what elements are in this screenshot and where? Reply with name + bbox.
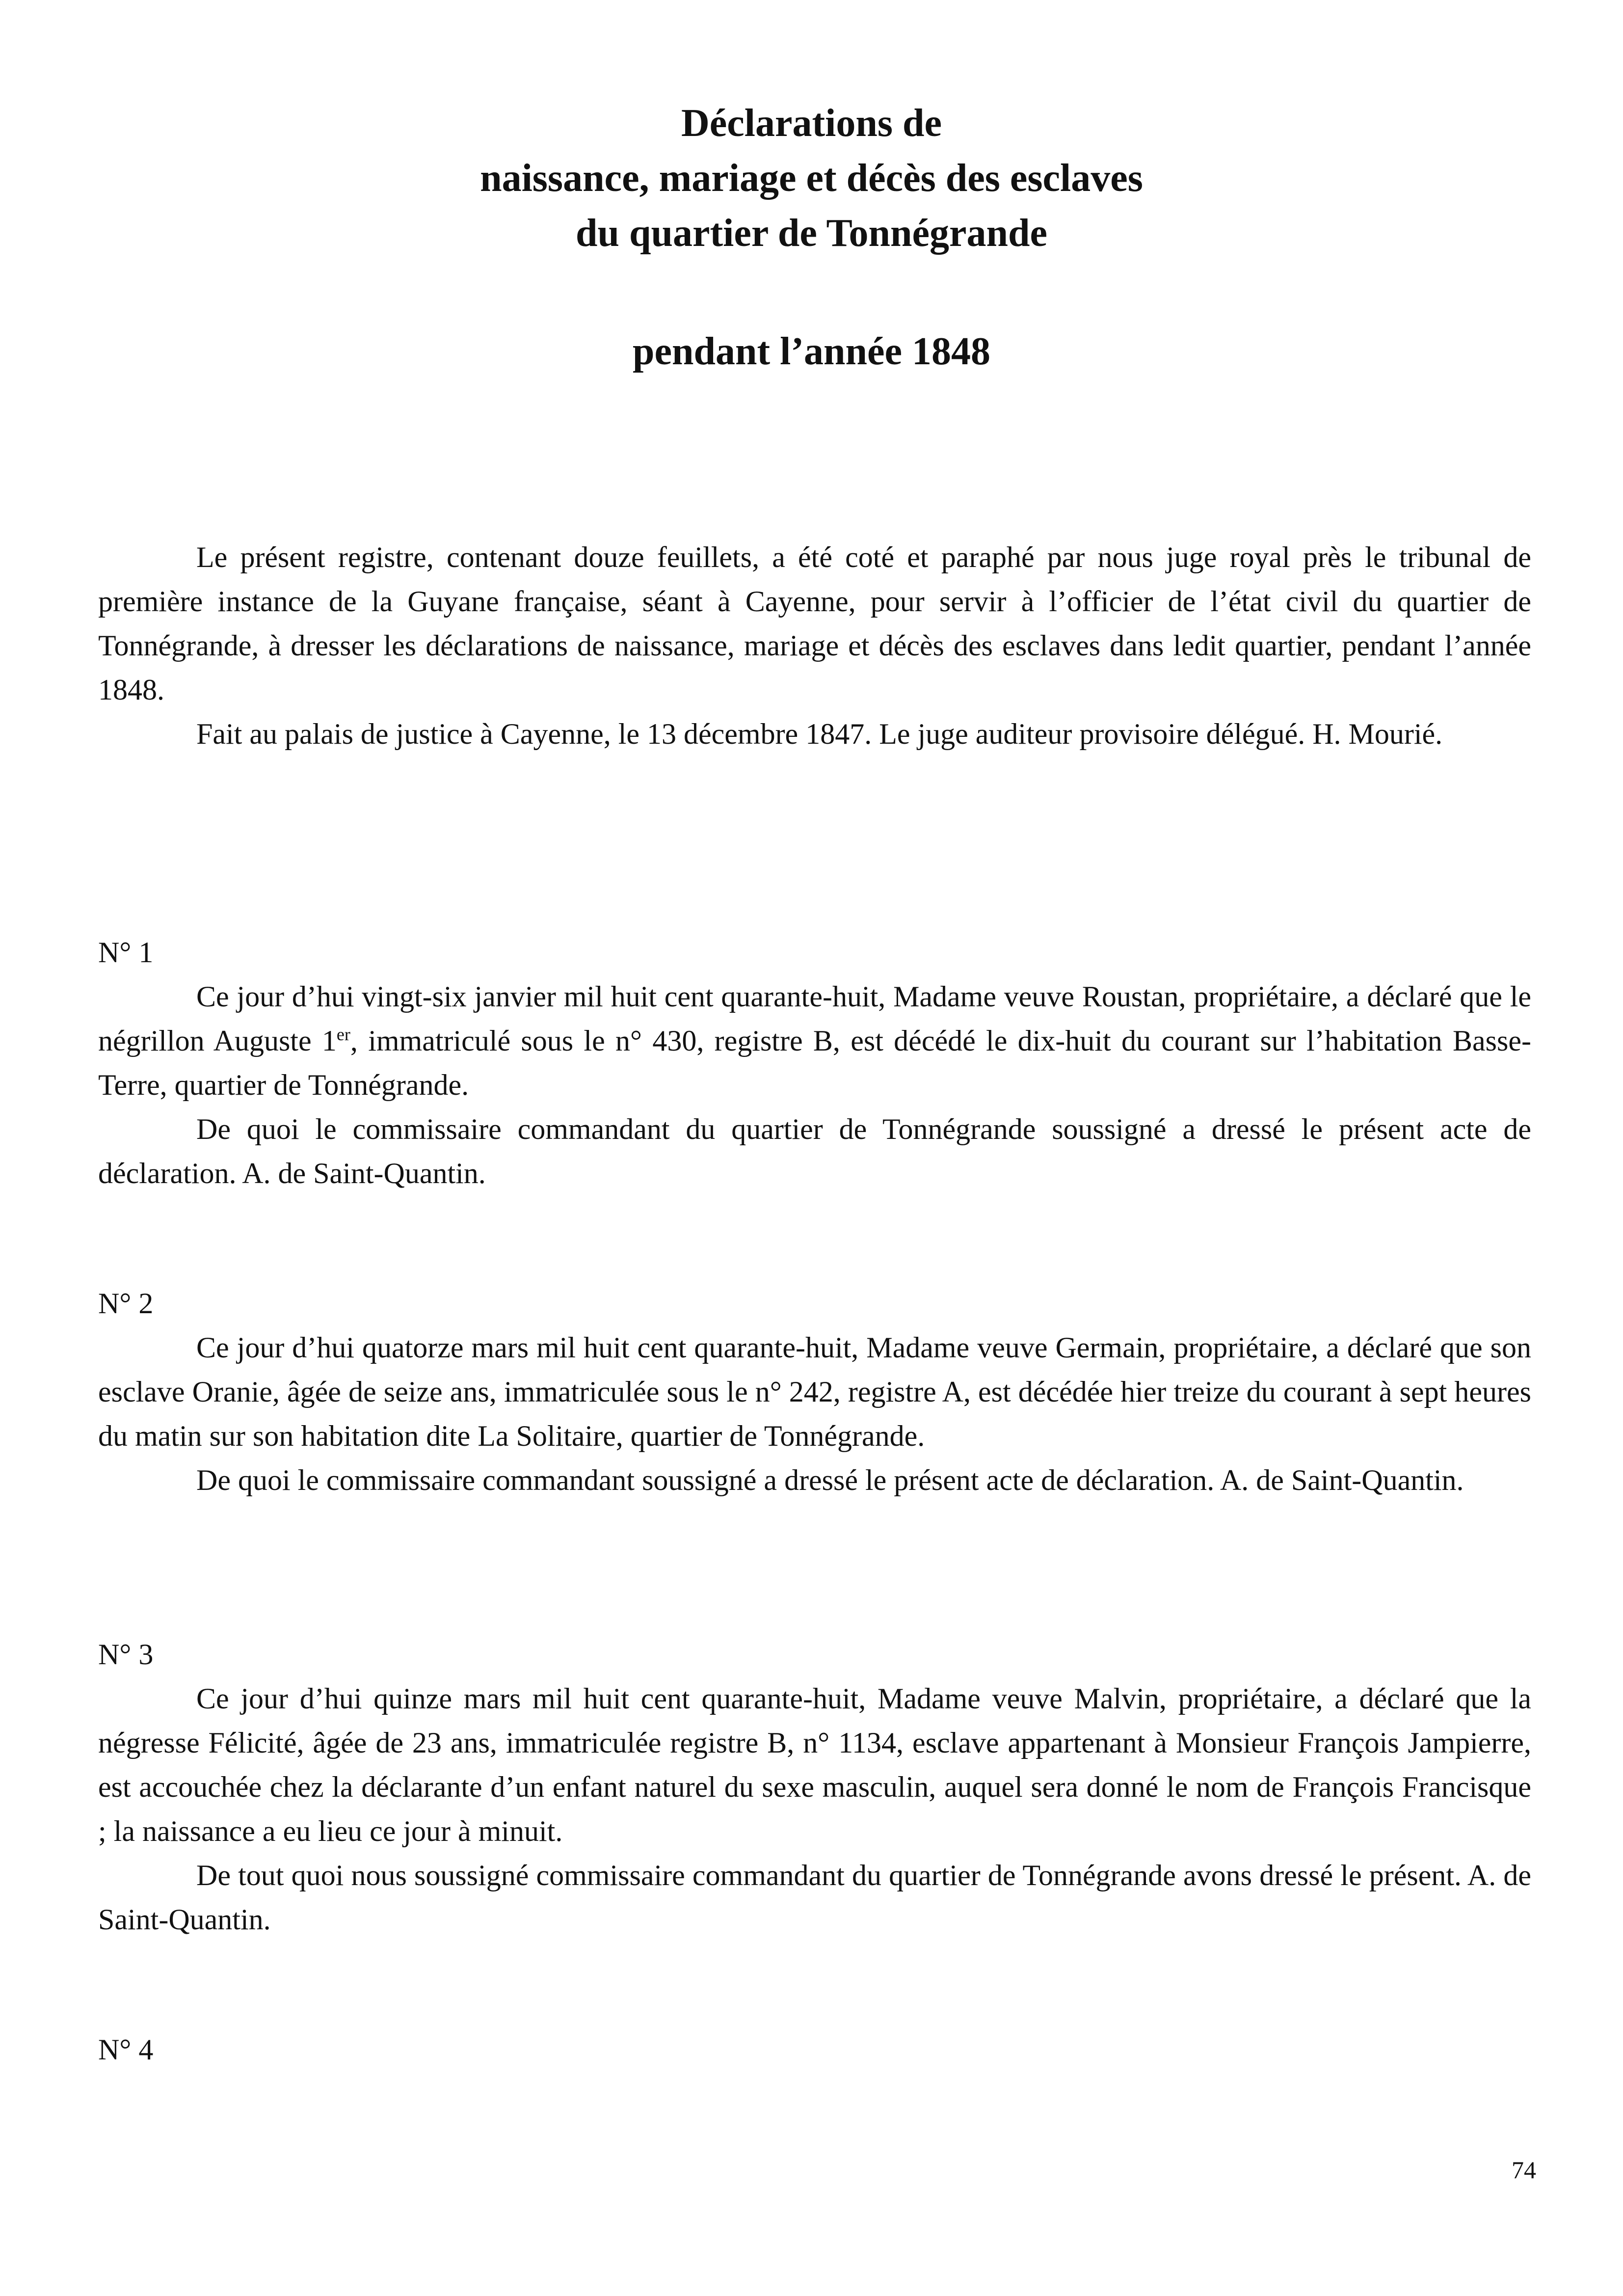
entry-1-declaration: [98, 974, 1531, 1107]
entry-1-closing: De quoi le commissaire commandant du quartier de Tonnégrande soussigné a dressé le présent acte de déclaration. A. de Saint-Quantin.: [98, 1113, 1531, 1189]
entry-number-4: N° 4: [98, 2033, 154, 2066]
entry-1-superscript: er: [336, 1025, 350, 1044]
entry-3-closing: De tout quoi nous soussigné commissaire commandant du quartier de Tonnégrande avons dressé le présent. A. de Saint-Quantin.: [98, 1859, 1531, 1936]
preamble-paragraph-2: Fait au palais de justice à Cayenne, le 13 décembre 1847. Le juge auditeur provisoire délégué. H. Mourié.: [196, 718, 1443, 750]
entry-2-declaration: Ce jour d’hui quatorze mars mil huit cent quarante-huit, Madame veuve Germain, propriétaire, a déclaré que son esclave Oranie, âgée de seize ans, immatriculée sous le n° 242, registre A, est décédée hier treize du courant à sept heures du matin sur son habitation dite La Solitaire, quartier de Tonnégrande.: [98, 1331, 1531, 1452]
document-title: [0, 96, 1623, 261]
document-subtitle-year: pendant l’année 1848: [633, 330, 990, 373]
entry-2-closing: De quoi le commissaire commandant soussigné a dressé le présent acte de déclaration. A. de Saint-Quantin.: [196, 1464, 1464, 1496]
entry-3-declaration: Ce jour d’hui quinze mars mil huit cent quarante-huit, Madame veuve Malvin, propriétaire, a déclaré que la négresse Félicité, âgée de 23 ans, immatriculée registre B, n° 1134, esclave appartenant à Monsieur François Jampierre, est accouchée chez la déclarante d’un enfant naturel du sexe masculin, auquel sera donné le nom de François Francisque ; la naissance a eu lieu ce jour à minuit.: [98, 1682, 1531, 1847]
entry-number-1: N° 1: [98, 936, 154, 969]
entry-number-3: N° 3: [98, 1638, 154, 1671]
entry-1-text-part-1: Ce jour d’hui vingt-six janvier mil huit cent quarante-huit, Madame veuve Roustan, propriétaire, a déclaré que le négrillon Auguste 1: [98, 980, 1531, 1057]
page-number: 74: [1512, 2156, 1536, 2184]
entry-1-text-part-2: , immatriculé sous le n° 430, registre B, est décédé le dix-huit du courant sur l’habitation Basse-Terre, quartier de Tonnégrande.: [98, 1025, 1531, 1101]
entry-number-2: N° 2: [98, 1287, 154, 1320]
title-line-1: Déclarations de: [681, 102, 942, 145]
title-line-3: du quartier de Tonnégrande: [576, 212, 1047, 255]
title-line-2: naissance, mariage et décès des esclaves: [480, 157, 1143, 200]
preamble-paragraph-1: Le présent registre, contenant douze feuillets, a été coté et paraphé par nous juge royal près le tribunal de première instance de la Guyane française, séant à Cayenne, pour servir à l’officier de l’état civil du quartier de Tonnégrande, à dresser les déclarations de naissance, mariage et décès des esclaves dans ledit quartier, pendant l’année 1848.: [98, 541, 1531, 706]
